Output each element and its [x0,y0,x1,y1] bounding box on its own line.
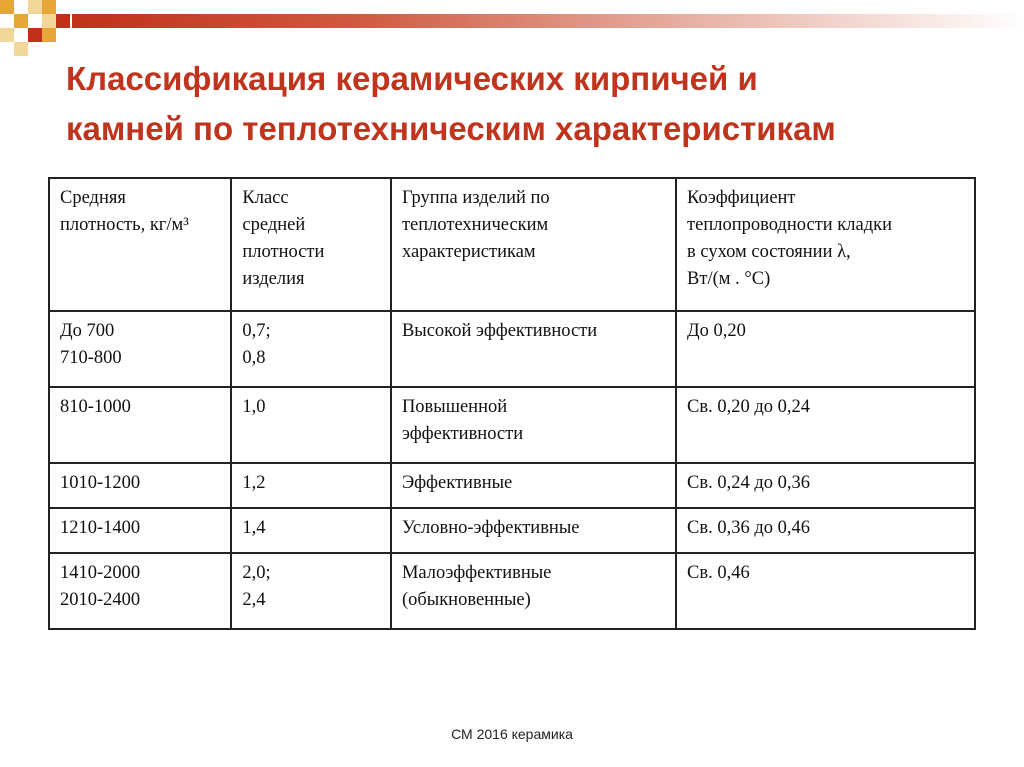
cell-lambda [676,463,975,508]
deco-square [56,14,70,28]
cell-text: 1,4 [242,518,266,538]
cell-text: 1010-1200 [60,473,141,493]
deco-square [14,42,28,56]
deco-square [42,0,56,14]
header-text: теплопроводности кладки [687,215,893,235]
cell-text: 1,2 [242,473,266,493]
cell-text: 2010-2400 [60,590,141,610]
cell-text: Условно-эффективные [401,518,580,538]
slide-title [66,54,1006,154]
cell-text: 710-800 [60,348,122,368]
header-gradient-bar [72,14,1024,28]
cell-class [231,311,391,387]
cell-lambda [676,311,975,387]
header-text: Средняя [60,188,126,208]
cell-text: 1410-2000 [60,563,141,583]
cell-text: Высокой эффективности [401,321,598,341]
cell-density [49,311,231,387]
deco-square [0,28,14,42]
cell-text: 0,7; [242,321,271,341]
header-text: Коэффициент [687,188,796,208]
cell-density [49,387,231,463]
header-text: Группа изделий по [401,188,550,208]
deco-square [42,14,56,28]
header-text: средней [242,215,306,235]
cell-text: 1210-1400 [60,518,141,538]
deco-square [28,28,42,42]
cell-group [391,311,676,387]
table-row [49,311,975,387]
table-row [49,463,975,508]
slide-footer: СМ 2016 керамика [451,726,573,742]
cell-lambda [676,553,975,629]
cell-density [49,508,231,553]
cell-text: Малоэффективные [401,563,552,583]
cell-text: Св. 0,46 [687,563,750,583]
cell-text: Св. 0,20 до 0,24 [687,397,811,417]
cell-group [391,553,676,629]
cell-text: Повышенной [401,397,508,417]
header-text: характеристикам [401,242,536,262]
cell-text: 2,0; [242,563,271,583]
cell-text: До 0,20 [687,321,746,341]
cell-lambda [676,387,975,463]
header-density [49,178,231,311]
cell-group [391,508,676,553]
header-class [231,178,391,311]
title-line-2: камней по теплотехническим характеристикам [66,110,836,147]
header-text: в сухом состоянии λ, [687,242,851,262]
header-text: Класс [242,188,289,208]
table-row [49,508,975,553]
header-text: плотность, кг/м³ [60,215,189,235]
cell-text: 1,0 [242,397,266,417]
cell-text: эффективности [401,424,524,444]
cell-text: До 700 [60,321,115,341]
table-row [49,553,975,629]
header-text: изделия [242,269,305,289]
header-decoration [0,0,1024,60]
deco-square [42,28,56,42]
header-group [391,178,676,311]
cell-lambda [676,508,975,553]
cell-class [231,463,391,508]
cell-class [231,508,391,553]
cell-text: (обыкновенные) [401,590,531,610]
cell-class [231,553,391,629]
cell-density [49,553,231,629]
table-row [49,387,975,463]
cell-density [49,463,231,508]
deco-square [14,14,28,28]
header-text: теплотехническим [401,215,549,235]
cell-group [391,387,676,463]
cell-text: 2,4 [242,590,266,610]
header-text: плотности [242,242,325,262]
cell-text: Св. 0,24 до 0,36 [687,473,811,493]
cell-group [391,463,676,508]
header-text: Вт/(м . °С) [687,269,771,289]
title-line-1: Классификация керамических кирпичей и [66,60,758,97]
deco-square [0,0,14,14]
header-lambda [676,178,975,311]
cell-text: Эффективные [401,473,513,493]
deco-square [28,0,42,14]
table-header-row [49,178,975,311]
cell-text: 0,8 [242,348,266,368]
cell-text: 810-1000 [60,397,131,417]
classification-table [48,177,976,630]
cell-class [231,387,391,463]
cell-text: Св. 0,36 до 0,46 [687,518,811,538]
